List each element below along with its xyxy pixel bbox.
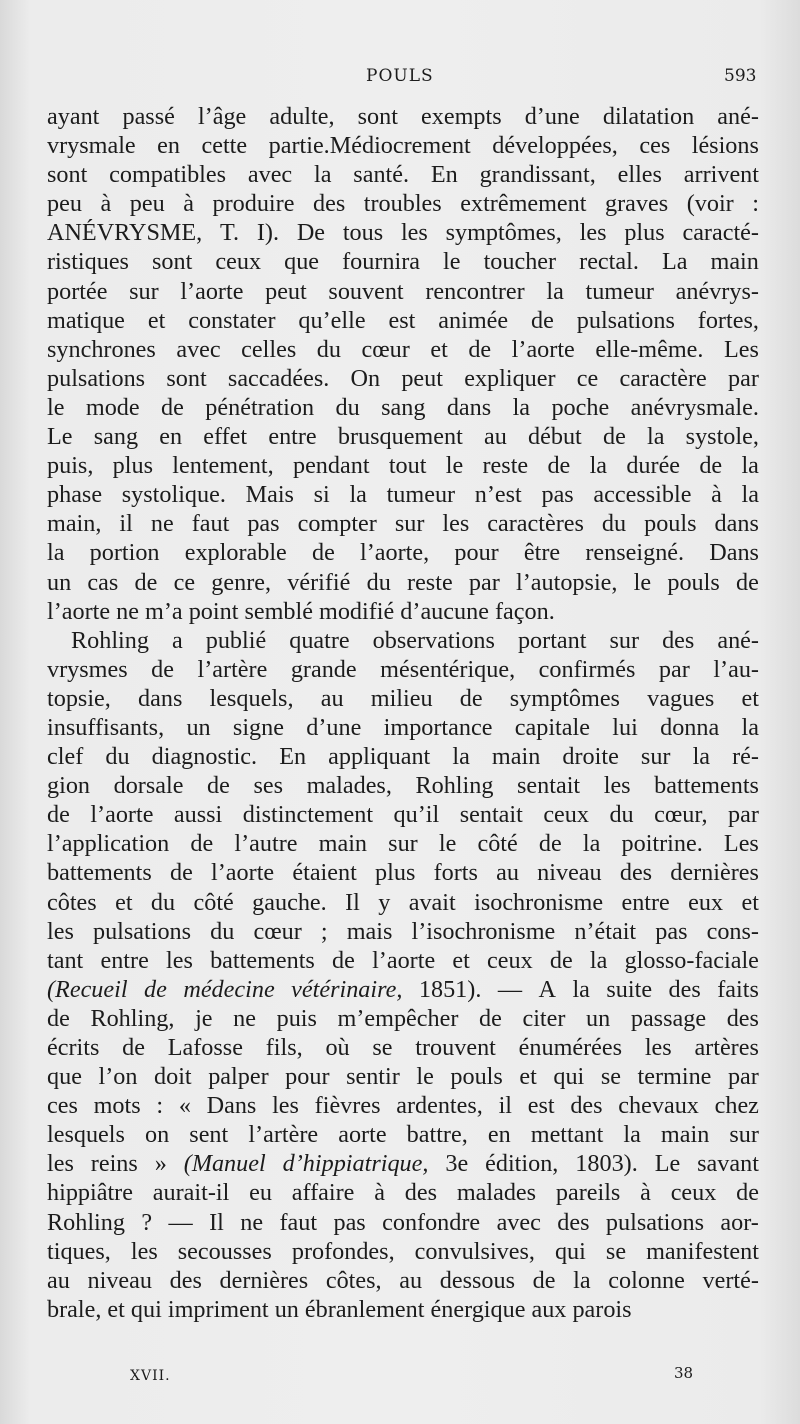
text-line: ristiques sont ceux que fournira le toucher rectal. La main bbox=[47, 248, 759, 276]
text-line: Rohling ? — Il ne faut pas confondre avec des pulsations aor- bbox=[47, 1208, 759, 1236]
text-line: Le sang en effet entre brusquement au début de la systole, bbox=[47, 423, 759, 451]
text-line: sont compatibles avec la santé. En grandissant, elles arrivent bbox=[47, 161, 759, 189]
text-line: pulsations sont saccadées. On peut expliquer ce caractère par bbox=[47, 364, 759, 392]
text-line: vrysmale en cette partie.Médiocrement développées, ces lésions bbox=[47, 132, 759, 160]
text-line: (Recueil de médecine vétérinaire, 1851). — A la suite des faits bbox=[47, 975, 759, 1003]
text-line: gion dorsale de ses malades, Rohling sentait les battements bbox=[47, 772, 759, 800]
running-head-title: POULS bbox=[366, 66, 434, 86]
text-line: peu à peu à produire des troubles extrêmement graves (voir : bbox=[47, 190, 759, 218]
body-text bbox=[47, 102, 759, 1324]
text-line: les reins » (Manuel d’hippiatrique, 3e édition, 1803). Le savant bbox=[47, 1150, 759, 1178]
text-line: phase systolique. Mais si la tumeur n’est pas accessible à la bbox=[47, 481, 759, 509]
text-line: que l’on doit palper pour sentir le pouls et qui se termine par bbox=[47, 1063, 759, 1091]
text-line: brale, et qui impriment un ébranlement énergique aux parois bbox=[47, 1295, 632, 1323]
text-line: la portion explorable de l’aorte, pour être renseigné. Dans bbox=[47, 539, 759, 567]
text-line: côtes et du côté gauche. Il y avait isochronisme entre eux et bbox=[47, 888, 759, 916]
running-head bbox=[0, 66, 800, 96]
text-line: tiques, les secousses profondes, convulsives, qui se manifestent bbox=[47, 1237, 759, 1265]
text-line: l’aorte ne m’a point semblé modifié d’aucune façon. bbox=[47, 597, 555, 625]
text-line: les pulsations du cœur ; mais l’isochronisme n’était pas cons- bbox=[47, 917, 759, 945]
text-line: main, il ne faut pas compter sur les caractères du pouls dans bbox=[47, 510, 759, 538]
text-line: portée sur l’aorte peut souvent rencontrer la tumeur anévrys- bbox=[47, 277, 759, 305]
text-line: un cas de ce genre, vérifié du reste par l’autopsie, le pouls de bbox=[47, 568, 759, 596]
text-line: l’application de l’autre main sur le côté de la poitrine. Les bbox=[47, 830, 759, 858]
text-line: battements de l’aorte étaient plus forts au niveau des dernières bbox=[47, 859, 759, 887]
text-line: de l’aorte aussi distinctement qu’il sentait ceux du cœur, par bbox=[47, 801, 759, 829]
text-line: ces mots : « Dans les fièvres ardentes, il est des chevaux chez bbox=[47, 1092, 759, 1120]
text-line: insuffisants, un signe d’une importance capitale lui donna la bbox=[47, 713, 759, 741]
text-line: clef du diagnostic. En appliquant la main droite sur la ré- bbox=[47, 743, 759, 771]
text-line: hippiâtre aurait-il eu affaire à des malades pareils à ceux de bbox=[47, 1179, 759, 1207]
text-line: lesquels on sent l’artère aorte battre, en mettant la main sur bbox=[47, 1121, 759, 1149]
sheet-number: 38 bbox=[674, 1364, 694, 1382]
signature-mark: XVII. bbox=[130, 1368, 171, 1384]
text-line: topsie, dans lesquels, au milieu de symptômes vagues et bbox=[47, 684, 759, 712]
text-line: matique et constater qu’elle est animée de pulsations fortes, bbox=[47, 306, 759, 334]
text-line: écrits de Lafosse fils, où se trouvent énumérées les artères bbox=[47, 1034, 759, 1061]
text-line: tant entre les battements de l’aorte et ceux de la glosso-faciale bbox=[47, 946, 759, 974]
text-line: puis, plus lentement, pendant tout le reste de la durée de la bbox=[47, 452, 759, 480]
text-line: le mode de pénétration du sang dans la poche anévrysmale. bbox=[47, 393, 759, 421]
page-number: 593 bbox=[724, 66, 757, 86]
text-line: ANÉVRYSME, T. I). De tous les symptômes, les plus caracté- bbox=[47, 219, 759, 247]
page-footer bbox=[0, 1364, 800, 1392]
text-line: au niveau des dernières côtes, au dessous de la colonne verté- bbox=[47, 1266, 759, 1294]
text-line: de Rohling, je ne puis m’empêcher de citer un passage des bbox=[47, 1004, 759, 1032]
text-line: Rohling a publié quatre observations portant sur des ané- bbox=[71, 626, 759, 654]
text-line: synchrones avec celles du cœur et de l’aorte elle-même. Les bbox=[47, 335, 759, 363]
text-line: ayant passé l’âge adulte, sont exempts d’une dilatation ané- bbox=[47, 103, 759, 130]
text-line: vrysmes de l’artère grande mésentérique, confirmés par l’au- bbox=[47, 655, 759, 683]
